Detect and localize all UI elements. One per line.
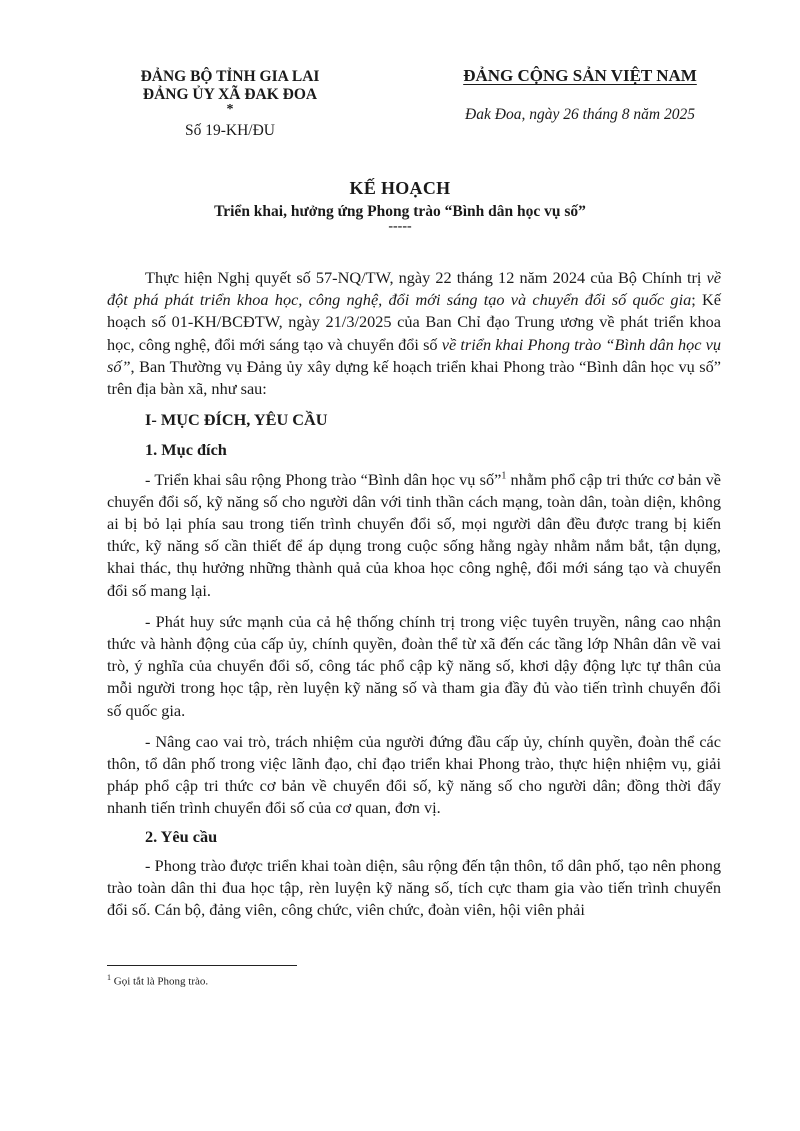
- purpose-p1-text-a: - Triển khai sâu rộng Phong trào “Bình dân học vụ số”: [145, 469, 502, 489]
- footnote-mark: 1: [107, 973, 111, 982]
- title-block: [120, 178, 680, 233]
- intro-text-1: Thực hiện Nghị quyết số 57-NQ/TW, ngày 22 tháng 12 năm 2024 của Bộ Chính trị: [145, 268, 707, 287]
- subsection-heading-purpose: 1. Mục đích: [145, 440, 227, 460]
- footnote-divider: [107, 965, 297, 966]
- authority-line-2: ĐẢNG ỦY XÃ ĐAK ĐOA: [142, 86, 318, 103]
- intro-text-3: , Ban Thường vụ Đảng ủy xây dựng kế hoạch triển khai Phong trào “Bình dân học vụ số” trên địa bàn xã, như sau:: [107, 356, 721, 399]
- footnote-reference: 1: [501, 470, 507, 482]
- document-body: [107, 267, 721, 930]
- subsection-heading-requirements: 2. Yêu cầu: [145, 826, 218, 846]
- purpose-paragraph-2: - Phát huy sức mạnh của cả hệ thống chính trị trong việc tuyên truyền, nâng cao nhận thức và hành động của cấp ủy, chính quyền, đoàn thể từ xã đến các tầng lớp Nhân dân về vai trò, ý nghĩa của chuyển đổi số, công tác phổ cập kỹ năng số, khơi dậy động lực tự thân của mỗi người trong học tập, rèn luyện kỹ năng số và tham gia đầy đủ vào tiến trình chuyển đổi số quốc gia.: [107, 611, 721, 720]
- intro-text-2: ; Kế hoạch số 01-KH/BCĐTW, ngày 21/3/2025 của Ban Chỉ đạo Trung ương về phát triển khoa học, công nghệ, đổi mới sáng tạo và chuyển đổi số: [107, 290, 721, 354]
- footnote: [107, 973, 208, 988]
- intro-italic-1: về đột phá phát triển khoa học, công nghệ, đổi mới sáng tạo và chuyển đổi số quốc gia: [107, 268, 721, 310]
- purpose-p1-text-b: nhằm phổ cập tri thức cơ bản về chuyển đổi số, kỹ năng số cho người dân với tinh thần cách mạng, toàn dân, toàn diện, không ai bị bỏ lại phía sau trong tiến trình chuyển đổi số, mọi người dân đều được trang bị kiến thức, kỹ năng số cần thiết để áp dụng trong cuộc sống hằng ngày nhằm nắm bắt, tận dụng, khai thác, thụ hưởng những thành quả của khoa học công nghệ, đổi mới sáng tạo và chuyển đổi số mang lại.: [107, 469, 721, 600]
- document-subtitle: Triển khai, hưởng ứng Phong trào “Bình dân học vụ số”: [214, 203, 586, 220]
- intro-italic-2: về triển khai Phong trào “Bình dân học vụ số”: [107, 334, 722, 376]
- section-heading: I- MỤC ĐÍCH, YÊU CẦU: [145, 410, 328, 430]
- party-header-block: [430, 66, 730, 124]
- place-date: Đak Đoa, ngày 26 tháng 8 năm 2025: [465, 106, 695, 123]
- title-separator: -----: [388, 219, 412, 234]
- document-number: Số 19-KH/ĐU: [185, 122, 275, 139]
- purpose-paragraph-3: - Nâng cao vai trò, trách nhiệm của người đứng đầu cấp ủy, chính quyền, đoàn thể các thôn, tổ dân phố trong việc lãnh đạo, chỉ đạo triển khai Phong trào, thực hiện nhiệm vụ, giải pháp phổ cập tri thức cơ bản về chuyển đổi số, kỹ năng số cho người dân; đồng thời đẩy nhanh tiến trình chuyển đổi số của cơ quan, đơn vị.: [107, 731, 721, 818]
- star-separator: *: [226, 102, 234, 117]
- footnote-text: Gọi tắt là Phong trào.: [111, 975, 209, 988]
- authority-line-1: ĐẢNG BỘ TỈNH GIA LAI: [140, 68, 320, 85]
- purpose-paragraph-1: [107, 469, 721, 602]
- issuing-authority-block: [100, 68, 360, 140]
- intro-paragraph: [107, 267, 721, 400]
- requirements-paragraph-1: - Phong trào được triển khai toàn diện, sâu rộng đến tận thôn, tổ dân phố, tạo nên phong trào toàn dân thi đua học tập, rèn luyện kỹ năng số, tích cực tham gia vào tiến trình chuyển đổi số. Cán bộ, đảng viên, công chức, viên chức, đoàn viên, hội viên phải: [107, 855, 721, 920]
- document-title: KẾ HOẠCH: [349, 178, 451, 198]
- party-name: ĐẢNG CỘNG SẢN VIỆT NAM: [463, 66, 697, 85]
